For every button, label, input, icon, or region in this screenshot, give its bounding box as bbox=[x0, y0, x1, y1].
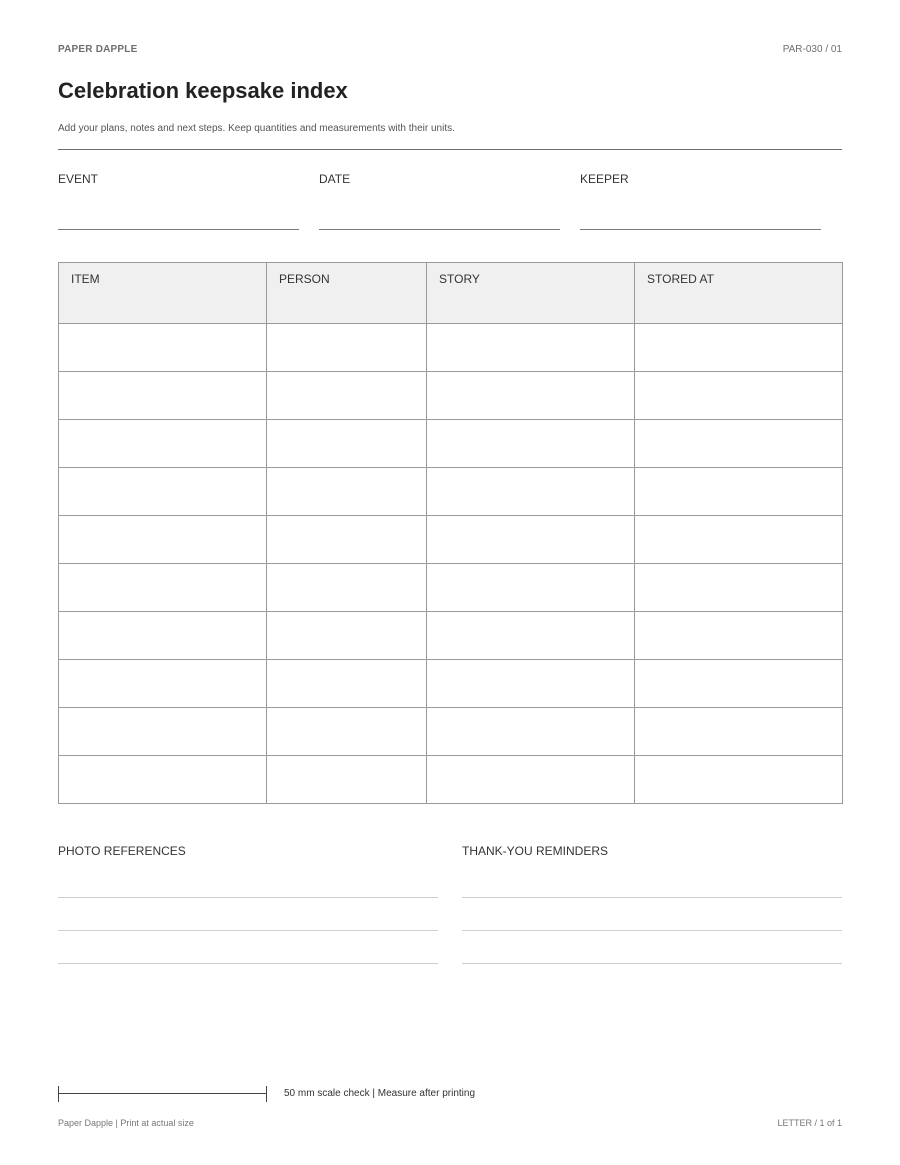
scale-bar-end-tick bbox=[266, 1086, 267, 1102]
date-label: DATE bbox=[319, 172, 351, 186]
cell-item[interactable] bbox=[59, 516, 267, 564]
cell-person[interactable] bbox=[267, 420, 427, 468]
cell-stored-at[interactable] bbox=[635, 420, 843, 468]
photo-references-label: PHOTO REFERENCES bbox=[58, 844, 186, 858]
table-row bbox=[59, 516, 843, 564]
keeper-field[interactable] bbox=[580, 229, 821, 230]
cell-person[interactable] bbox=[267, 372, 427, 420]
table-row bbox=[59, 324, 843, 372]
cell-stored-at[interactable] bbox=[635, 516, 843, 564]
cell-person[interactable] bbox=[267, 612, 427, 660]
keeper-label: KEEPER bbox=[580, 172, 629, 186]
column-header-item: ITEM bbox=[59, 263, 267, 324]
photo-reference-line[interactable] bbox=[58, 963, 438, 964]
thank-you-reminder-line[interactable] bbox=[462, 930, 842, 931]
cell-story[interactable] bbox=[427, 372, 635, 420]
scale-bar-line bbox=[58, 1093, 267, 1094]
cell-story[interactable] bbox=[427, 324, 635, 372]
cell-person[interactable] bbox=[267, 564, 427, 612]
column-header-person: PERSON bbox=[267, 263, 427, 324]
cell-stored-at[interactable] bbox=[635, 660, 843, 708]
table-row bbox=[59, 708, 843, 756]
page-subtitle: Add your plans, notes and next steps. Keep quantities and measurements with their units. bbox=[58, 123, 455, 134]
table-row bbox=[59, 660, 843, 708]
table-body bbox=[59, 324, 843, 804]
table-row bbox=[59, 756, 843, 804]
footer-right: LETTER / 1 of 1 bbox=[777, 1118, 842, 1128]
table-row bbox=[59, 420, 843, 468]
brand-name: PAPER DAPPLE bbox=[58, 44, 138, 55]
cell-story[interactable] bbox=[427, 756, 635, 804]
cell-story[interactable] bbox=[427, 660, 635, 708]
cell-item[interactable] bbox=[59, 612, 267, 660]
cell-person[interactable] bbox=[267, 468, 427, 516]
cell-item[interactable] bbox=[59, 420, 267, 468]
cell-stored-at[interactable] bbox=[635, 756, 843, 804]
thank-you-reminder-line[interactable] bbox=[462, 963, 842, 964]
table-header-row bbox=[59, 263, 843, 324]
event-label: EVENT bbox=[58, 172, 99, 186]
cell-item[interactable] bbox=[59, 708, 267, 756]
scale-bar-start-tick bbox=[58, 1086, 59, 1102]
cell-story[interactable] bbox=[427, 708, 635, 756]
date-field[interactable] bbox=[319, 229, 560, 230]
keepsake-table bbox=[58, 262, 843, 804]
column-header-story: STORY bbox=[427, 263, 635, 324]
cell-story[interactable] bbox=[427, 612, 635, 660]
cell-story[interactable] bbox=[427, 516, 635, 564]
cell-person[interactable] bbox=[267, 708, 427, 756]
document-code: PAR-030 / 01 bbox=[782, 44, 842, 55]
cell-item[interactable] bbox=[59, 324, 267, 372]
cell-person[interactable] bbox=[267, 660, 427, 708]
cell-story[interactable] bbox=[427, 564, 635, 612]
thank-you-reminder-line[interactable] bbox=[462, 897, 842, 898]
header-divider bbox=[58, 149, 842, 150]
photo-reference-line[interactable] bbox=[58, 897, 438, 898]
photo-reference-line[interactable] bbox=[58, 930, 438, 931]
cell-stored-at[interactable] bbox=[635, 612, 843, 660]
footer-left: Paper Dapple | Print at actual size bbox=[58, 1118, 194, 1128]
cell-stored-at[interactable] bbox=[635, 564, 843, 612]
cell-item[interactable] bbox=[59, 372, 267, 420]
event-field[interactable] bbox=[58, 229, 299, 230]
table-row bbox=[59, 612, 843, 660]
column-header-stored-at: STORED AT bbox=[635, 263, 843, 324]
cell-item[interactable] bbox=[59, 564, 267, 612]
cell-person[interactable] bbox=[267, 324, 427, 372]
cell-item[interactable] bbox=[59, 660, 267, 708]
cell-stored-at[interactable] bbox=[635, 468, 843, 516]
cell-story[interactable] bbox=[427, 468, 635, 516]
cell-item[interactable] bbox=[59, 468, 267, 516]
cell-person[interactable] bbox=[267, 516, 427, 564]
thank-you-reminders-label: THANK-YOU REMINDERS bbox=[462, 844, 609, 858]
cell-stored-at[interactable] bbox=[635, 708, 843, 756]
page-title: Celebration keepsake index bbox=[58, 78, 348, 103]
scale-bar bbox=[58, 1086, 267, 1102]
cell-person[interactable] bbox=[267, 756, 427, 804]
cell-story[interactable] bbox=[427, 420, 635, 468]
scale-check-text: 50 mm scale check | Measure after printing bbox=[284, 1088, 476, 1099]
table-row bbox=[59, 564, 843, 612]
cell-stored-at[interactable] bbox=[635, 324, 843, 372]
cell-stored-at[interactable] bbox=[635, 372, 843, 420]
cell-item[interactable] bbox=[59, 756, 267, 804]
table-row bbox=[59, 468, 843, 516]
table-row bbox=[59, 372, 843, 420]
